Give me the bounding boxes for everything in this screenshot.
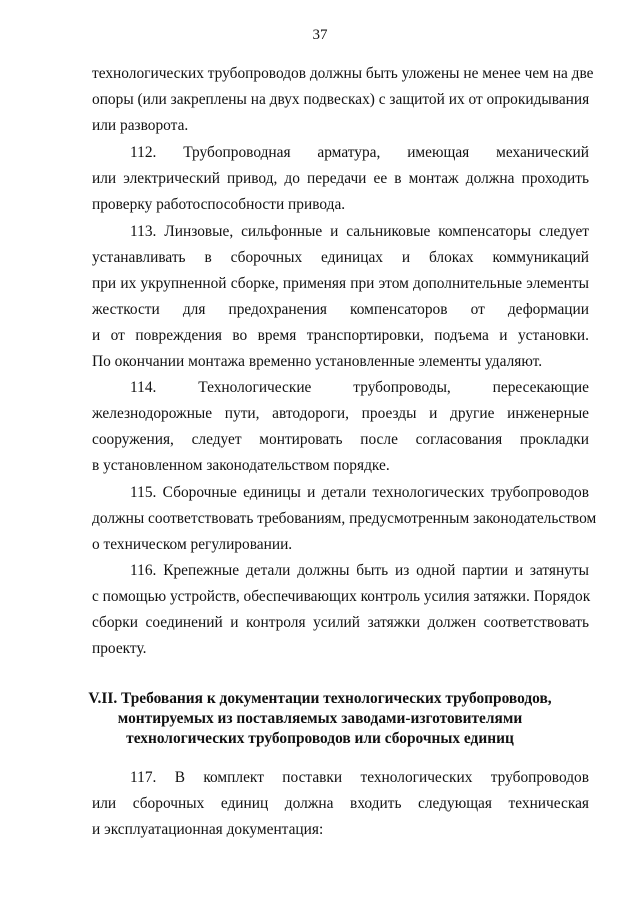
text-line: проверку работоспособности привода.	[92, 196, 346, 213]
text-line: и эксплуатационная документация:	[92, 821, 324, 838]
text-line: проекту.	[92, 640, 147, 657]
heading-line: монтируемых из поставляемых заводами-изготовителями	[117, 710, 523, 727]
text-line: должны соответствовать требованиям, предусмотренным законодательством	[92, 510, 597, 527]
text-line: устанавливать в сборочных единицах и блоках коммуникаций	[92, 249, 589, 266]
heading-line: технологических трубопроводов или сборочных единиц	[126, 730, 514, 747]
text-line: или сборочных единиц должна входить следующая техническая	[92, 795, 589, 812]
text-line: жесткости для предохранения компенсаторов от деформации	[92, 301, 589, 318]
text-line: в установленном законодательством порядке.	[92, 457, 390, 474]
text-line: 112. Трубопроводная арматура, имеющая механический	[130, 144, 589, 161]
text-line: о техническом регулировании.	[92, 536, 293, 553]
page-number: 37	[312, 27, 328, 43]
text-line: и от повреждения во время транспортировки, подъема и установки.	[92, 327, 589, 344]
text-line: при их укрупненной сборке, применяя при этом дополнительные элементы	[92, 275, 589, 292]
text-line: 113. Линзовые, сильфонные и сальниковые компенсаторы следует	[130, 223, 589, 240]
text-line: сооружения, следует монтировать после согласования прокладки	[92, 431, 589, 448]
text-line: с помощью устройств, обеспечивающих контроль усилия затяжки. Порядок	[92, 588, 591, 605]
text-line: сборки соединений и контроля усилий затяжки должен соответствовать	[92, 614, 589, 631]
text-line: опоры (или закреплены на двух подвесках) с защитой их от опрокидывания	[92, 91, 590, 108]
text-line: или электрический привод, до передачи ее в монтаж должна проходить	[92, 170, 589, 187]
text-line: 114. Технологические трубопроводы, пересекающие	[130, 379, 589, 396]
text-line: 116. Крепежные детали должны быть из одной партии и затянуты	[130, 562, 589, 579]
heading-line: V.II. Требования к документации технологических трубопроводов,	[88, 690, 552, 707]
text-line: железнодорожные пути, автодороги, проезды и другие инженерные	[92, 405, 589, 422]
text-line: или разворота.	[92, 117, 189, 134]
text-line: По окончании монтажа временно установленные элементы удаляют.	[92, 353, 543, 370]
text-line: технологических трубопроводов должны быть уложены не менее чем на две	[92, 65, 594, 82]
text-line: 117. В комплект поставки технологических трубопроводов	[130, 769, 589, 786]
text-line: 115. Сборочные единицы и детали технологических трубопроводов	[130, 484, 589, 501]
